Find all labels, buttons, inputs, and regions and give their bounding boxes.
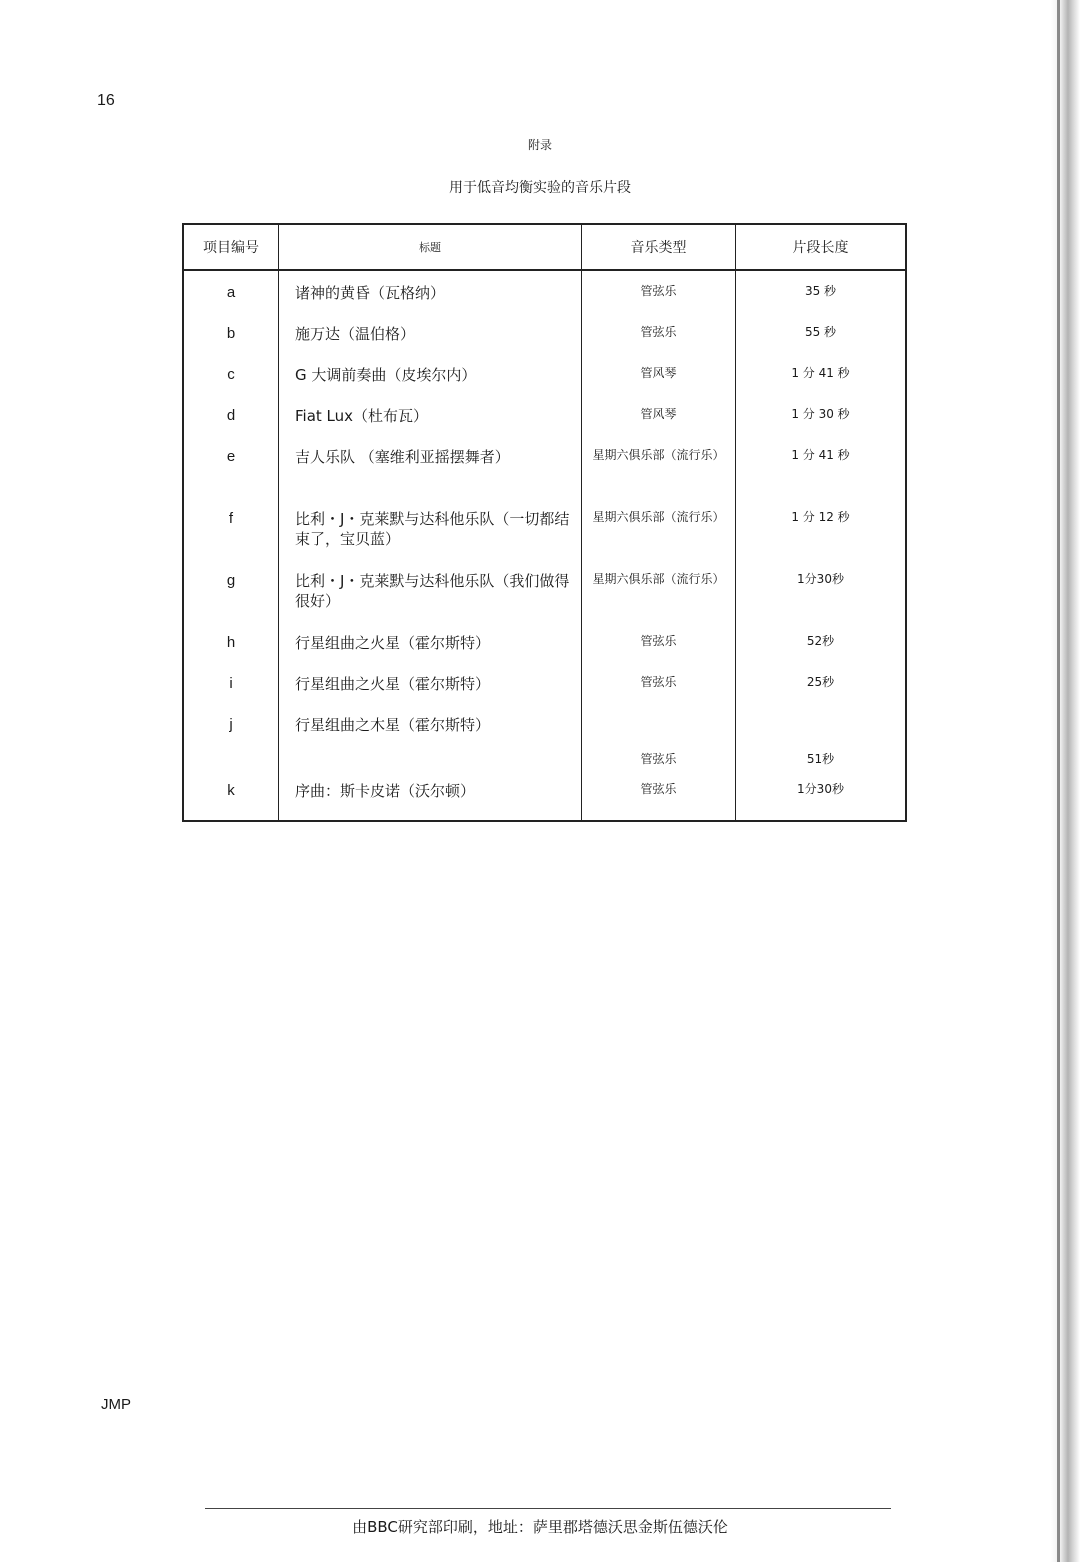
footer-divider	[205, 1508, 891, 1509]
item-type: 星期六俱乐部（流行乐）	[582, 437, 736, 499]
scan-shadow-edge	[1050, 0, 1080, 1562]
music-excerpts-table	[182, 223, 907, 822]
table-row	[183, 396, 906, 437]
document-title: 用于低音均衡实验的音乐片段	[449, 180, 631, 196]
scan-shadow-line	[1057, 0, 1060, 1562]
item-id: i	[183, 664, 279, 705]
header-excerpt-length: 片段长度	[736, 224, 907, 270]
item-type: 管风琴	[582, 355, 736, 396]
item-type: 管弦乐	[582, 705, 736, 771]
item-title: 比利・J・克莱默与达科他乐队（我们做得很好）	[279, 561, 582, 623]
table-row	[183, 499, 906, 561]
table-row	[183, 355, 906, 396]
table-row	[183, 561, 906, 623]
item-length: 1 分 41 秒	[791, 366, 850, 380]
item-length: 52秒	[806, 634, 835, 648]
item-length: 1 分 41 秒	[791, 448, 850, 462]
item-type: 星期六俱乐部（流行乐）	[582, 499, 736, 561]
item-title: Fiat Lux（杜布瓦）	[279, 396, 582, 437]
item-id: c	[183, 355, 279, 396]
item-title: 诸神的黄昏（瓦格纳）	[279, 270, 582, 314]
appendix-label: 附录	[527, 138, 552, 152]
item-length: 1 分 12 秒	[791, 510, 850, 524]
table-row	[183, 705, 906, 771]
item-id: a	[183, 270, 279, 314]
item-id: k	[183, 771, 279, 821]
table-row	[183, 270, 906, 314]
item-type: 星期六俱乐部（流行乐）	[582, 561, 736, 623]
item-length: 1分30秒	[797, 782, 844, 796]
item-title: 行星组曲之木星（霍尔斯特）	[279, 705, 582, 771]
item-type: 管风琴	[582, 396, 736, 437]
item-id: j	[183, 705, 279, 771]
table-row	[183, 771, 906, 821]
table-header-row	[183, 224, 906, 270]
item-title: 比利・J・克莱默与达科他乐队（一切都结束了，宝贝蓝）	[279, 499, 582, 561]
table-row	[183, 664, 906, 705]
item-id: b	[183, 314, 279, 355]
header-title: 标题	[279, 224, 582, 270]
item-type: 管弦乐	[582, 270, 736, 314]
header-music-type: 音乐类型	[582, 224, 736, 270]
printer-imprint: 由BBC研究部印刷，地址：萨里郡塔德沃思金斯伍德沃伦	[352, 1518, 728, 1536]
item-title: 行星组曲之火星（霍尔斯特）	[279, 623, 582, 664]
item-length: 1分30秒	[797, 572, 844, 586]
item-length: 1 分 30 秒	[791, 407, 850, 421]
item-type: 管弦乐	[582, 314, 736, 355]
page-number: 16	[97, 92, 115, 109]
author-initials: JMP	[101, 1396, 131, 1413]
item-length: 35 秒	[804, 284, 837, 298]
table-row	[183, 437, 906, 499]
item-id: e	[183, 437, 279, 499]
item-id: h	[183, 623, 279, 664]
item-type: 管弦乐	[582, 771, 736, 821]
item-id: f	[183, 499, 279, 561]
item-length: 51秒	[806, 751, 835, 766]
item-title: 施万达（温伯格）	[279, 314, 582, 355]
item-title: G 大调前奏曲（皮埃尔内）	[279, 355, 582, 396]
item-id: d	[183, 396, 279, 437]
item-title: 行星组曲之火星（霍尔斯特）	[279, 664, 582, 705]
item-type: 管弦乐	[582, 664, 736, 705]
header-item-number: 项目编号	[183, 224, 279, 270]
item-type: 管弦乐	[582, 623, 736, 664]
item-length: 25秒	[806, 675, 835, 689]
item-title: 序曲：斯卡皮诺（沃尔顿）	[279, 771, 582, 821]
table-row	[183, 314, 906, 355]
item-length: 55 秒	[804, 325, 837, 339]
table-row	[183, 623, 906, 664]
item-id: g	[183, 561, 279, 623]
item-title: 吉人乐队 （塞维利亚摇摆舞者）	[279, 437, 582, 499]
